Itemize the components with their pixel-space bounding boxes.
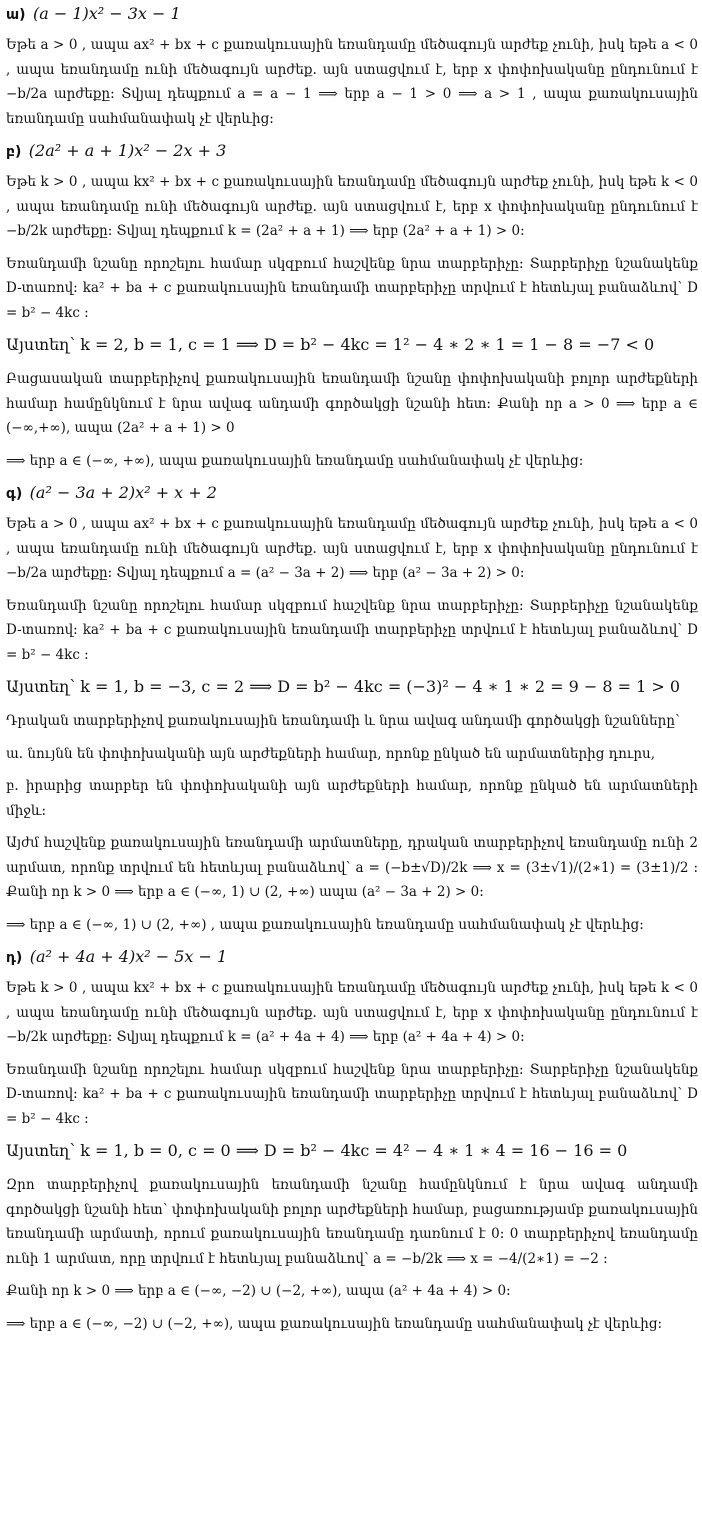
paragraph: Զրո տարբերիչով քառակուսային եռանդամի նշանը համընկնում է նրա ավագ անդամի գործակցի նշանի հետ՝ փոփոխականի բոլոր արժեքների համար, բացառությամբ քառակուսային եռանդամի արմատի, որում քառակուսային եռանդամը դառնում է 0: 0 տարբերիչով եռանդամը ունի 1 արմատ, որը տրվում է հետևյալ բանաձևով՝ a = −b/2k ⟹ x = −4/(2∗1) = −2 : — [6, 1177, 698, 1267]
conclusion: ⟹ երբ a ∈ (−∞, 1) ∪ (2, +∞) , ապա քառակուսային եռանդամը սահմանափակ չէ վերևից: — [6, 916, 644, 933]
paragraph: Եռանդամի նշանը որոշելու համար սկզբում հաշվենք նրա տարբերիչը: Տարբերիչը նշանակենք D-տառով: ka² + ba + c քառակուսային եռանդամի տարբերիչը տրվում է հետևյալ բանաձևով՝ D = b² − 4kc : — [6, 255, 698, 321]
section-b-heading — [6, 139, 698, 164]
section-expression: (2a² + a + 1)x² − 2x + 3 — [28, 141, 227, 160]
section-label: գ) — [6, 486, 23, 502]
paragraph: Եթե k > 0 , ապա kx² + bx + c քառակուսային եռանդամը մեծագույն արժեք չունի, իսկ եթե k < 0 , ապա եռանդամը ունի մեծագույն արժեք. այն ստացվում է, երբ x փոփոխականը ընդունում է −b/2k արժեքը: Տվյալ դեպքում k = (a² + 4a + 4) ⟹ երբ (a² + 4a + 4) > 0: — [6, 980, 698, 1045]
section-c-heading — [6, 481, 698, 506]
section-expression: (a − 1)x² − 3x − 1 — [32, 4, 181, 23]
equation-line: Այստեղ՝ k = 1, b = 0, c = 0 ⟹ D = b² − 4kc = 4² − 4 ∗ 1 ∗ 4 = 16 − 16 = 0 — [6, 1141, 628, 1160]
section-expression: (a² − 3a + 2)x² + x + 2 — [29, 483, 217, 502]
section-label: բ) — [6, 144, 22, 160]
conclusion: ⟹ երբ a ∈ (−∞, +∞), ապա քառակուսային եռանդամը սահմանափակ չէ վերևից: — [6, 452, 584, 469]
section-a-heading — [6, 2, 698, 27]
section-d-heading — [6, 945, 698, 970]
equation-line: Այստեղ՝ k = 2, b = 1, c = 1 ⟹ D = b² − 4kc = 1² − 4 ∗ 2 ∗ 1 = 1 − 8 = −7 < 0 — [6, 335, 655, 354]
paragraph: Եռանդամի նշանը որոշելու համար սկզբում հաշվենք նրա տարբերիչը: Տարբերիչը նշանակենք D-տառով: ka² + ba + c քառակուսային եռանդամի տարբերիչը տրվում է հետևյալ բանաձևով՝ D = b² − 4kc : — [6, 1061, 698, 1127]
paragraph: Դրական տարբերիչով քառակուսային եռանդամի և նրա ավագ անդամի գործակցի նշանները՝ — [6, 713, 680, 729]
paragraph: Եռանդամի նշանը որոշելու համար սկզբում հաշվենք նրա տարբերիչը: Տարբերիչը նշանակենք D-տառով: ka² + ba + c քառակուսային եռանդամի տարբերիչը տրվում է հետևյալ բանաձևով՝ D = b² − 4kc : — [6, 597, 698, 663]
section-expression: (a² + 4a + 4)x² − 5x − 1 — [29, 947, 228, 966]
paragraph: Եթե a > 0 , ապա ax² + bx + c քառակուսային եռանդամը մեծագույն արժեք չունի, իսկ եթե a < 0 , ապա եռանդամը ունի մեծագույն արժեք. այն ստացվում է, երբ x փոփոխականը ընդունում է −b/2a արժեքը: Տվյալ դեպքում a = (a² − 3a + 2) ⟹ երբ (a² − 3a + 2) > 0: — [6, 516, 698, 581]
paragraph: Եթե a > 0 , ապա ax² + bx + c քառակուսային եռանդամը մեծագույն արժեք չունի, իսկ եթե a < 0 , ապա եռանդամը ունի մեծագույն արժեք. այն ստացվում է, երբ x փոփոխականը ընդունում է −b/2a արժեքը: Տվյալ դեպքում a = a − 1 ⟹ երբ a − 1 > 0 ⟹ a > 1 , ապա քառակուսային եռանդամը սահմանափակ չէ վերևից: — [6, 37, 698, 127]
paragraph: Բացասական տարբերիչով քառակուսային եռանդամի նշանը փոփոխականի բոլոր արժեքների համար համընկնում է նրա ավագ անդամի գործակցի նշանի հետ: Քանի որ a > 0 ⟹ երբ a ∈ (−∞,+∞), ապա (2a² + a + 1) > 0 — [6, 371, 698, 436]
equation-line: Այստեղ՝ k = 1, b = −3, c = 2 ⟹ D = b² − 4kc = (−3)² − 4 ∗ 1 ∗ 2 = 9 − 8 = 1 > 0 — [6, 677, 681, 696]
section-label: ա) — [6, 7, 26, 23]
paragraph: Եթե k > 0 , ապա kx² + bx + c քառակուսային եռանդամը մեծագույն արժեք չունի, իսկ եթե k < 0 , ապա եռանդամը ունի մեծագույն արժեք. այն ստացվում է, երբ x փոփոխականը ընդունում է −b/2k արժեքը: Տվյալ դեպքում k = (2a² + a + 1) ⟹ երբ (2a² + a + 1) > 0: — [6, 174, 698, 239]
list-item: բ. իրարից տարբեր են փոփոխականի այն արժեքների համար, որոնք ընկած են արմատների միջև: — [6, 778, 698, 819]
paragraph: Այժմ հաշվենք քառակուսային եռանդամի արմատները, դրական տարբերիչով եռանդամը ունի 2 արմատ, որոնք տրվում են հետևյալ բանաձևով՝ a = (−b±√D)/2k ⟹ x = (3±√1)/(2∗1) = (3±1)/2 : Քանի որ k > 0 ⟹ երբ a ∈ (−∞, 1) ∪ (2, +∞) ապա (a² − 3a + 2) > 0: — [6, 835, 698, 900]
section-label: դ) — [6, 950, 23, 966]
list-item: ա. նույնն են փոփոխականի այն արժեքների համար, որոնք ընկած են արմատներից դուրս, — [6, 745, 656, 762]
paragraph: Քանի որ k > 0 ⟹ երբ a ∈ (−∞, −2) ∪ (−2, +∞), ապա (a² + 4a + 4) > 0: — [6, 1283, 511, 1299]
conclusion: ⟹ երբ a ∈ (−∞, −2) ∪ (−2, +∞), ապա քառակուսային եռանդամը սահմանափակ չէ վերևից: — [6, 1315, 663, 1332]
